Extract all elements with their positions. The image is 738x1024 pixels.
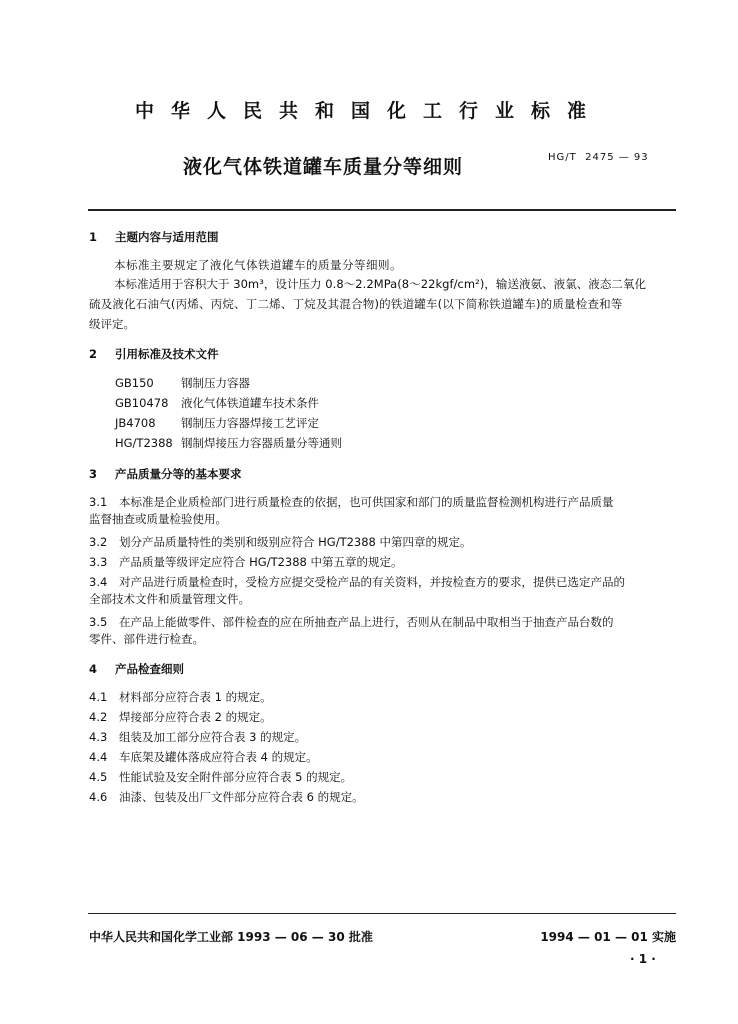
- reference-title: 液化气体铁道罐车技术条件: [181, 396, 319, 410]
- section-1-para-1: 本标准主要规定了液化气体铁道罐车的质量分等细则。: [114, 258, 402, 272]
- header-divider: [88, 209, 676, 211]
- footer-divider: [88, 913, 676, 914]
- section-1-para-2-line-2: 硫及液化石油气(丙烯、丙烷、丁二烯、丁烷及其混合物)的铁道罐车(以下简称铁道罐车)的质量检查和等: [89, 297, 623, 311]
- section-1-para-2-line-3: 级评定。: [89, 317, 135, 331]
- clause-4-2: [89, 709, 272, 725]
- clause-number: 4.2: [89, 710, 108, 724]
- clause-3-2: [89, 534, 472, 550]
- section-title: 产品质量分等的基本要求: [115, 467, 242, 481]
- clause-number: 3.1: [89, 495, 108, 509]
- section-3-heading: [89, 466, 242, 482]
- section-number: 1: [89, 230, 98, 244]
- clause-number: 3.3: [89, 555, 108, 569]
- section-title: 主题内容与适用范围: [115, 230, 219, 244]
- approval-date: 中华人民共和国化学工业部 1993 — 06 — 30 批准: [89, 930, 373, 944]
- clause-3-3: [89, 554, 403, 570]
- clause-number: 4.5: [89, 770, 108, 784]
- clause-number: 4.1: [89, 690, 108, 704]
- section-number: 4: [89, 662, 98, 676]
- clause-text: 产品质量等级评定应符合 HG/T2388 中第五章的规定。: [119, 555, 403, 569]
- section-4-heading: [89, 661, 184, 677]
- clause-text: 性能试验及安全附件部分应符合表 5 的规定。: [119, 770, 353, 784]
- clause-text: 车底架及罐体落成应符合表 4 的规定。: [119, 750, 318, 764]
- page-number: · 1 ·: [630, 952, 656, 966]
- clause-number: 3.2: [89, 535, 108, 549]
- section-2-heading: [89, 346, 219, 362]
- reference-item: [115, 435, 342, 451]
- clause-text: 油漆、包装及出厂文件部分应符合表 6 的规定。: [119, 790, 364, 804]
- clause-3-4: [89, 574, 625, 590]
- clause-number: 4.6: [89, 790, 108, 804]
- section-number: 3: [89, 467, 98, 481]
- reference-code: GB10478: [115, 396, 169, 410]
- clause-4-1: [89, 689, 272, 705]
- reference-title: 钢制焊接压力容器质量分等通则: [181, 436, 342, 450]
- reference-code: JB4708: [115, 416, 156, 430]
- clause-text: 在产品上能做零件、部件检查的应在所抽查产品上进行，否则从在制品中取相当于抽查产品台数的: [119, 615, 614, 629]
- clause-number: 4.4: [89, 750, 108, 764]
- reference-code: GB150: [115, 376, 154, 390]
- clause-text: 组装及加工部分应符合表 3 的规定。: [119, 730, 307, 744]
- reference-code: HG/T2388: [115, 436, 173, 450]
- section-title: 产品检查细则: [115, 662, 184, 676]
- section-number: 2: [89, 347, 98, 361]
- reference-item: [115, 395, 319, 411]
- clause-4-4: [89, 749, 318, 765]
- section-1-para-2-line-1: 本标准适用于容积大于 30m³，设计压力 0.8～2.2MPa(8～22kgf/cm²)，输送液氨、液氯、液态二氧化: [114, 277, 647, 291]
- clause-3-4-continuation: 全部技术文件和质量管理文件。: [89, 592, 250, 606]
- clause-text: 材料部分应符合表 1 的规定。: [119, 690, 272, 704]
- clause-text: 焊接部分应符合表 2 的规定。: [119, 710, 272, 724]
- reference-item: [115, 375, 250, 391]
- clause-3-1-continuation: 监督抽查或质量检验使用。: [89, 512, 227, 526]
- clause-3-5: [89, 614, 614, 630]
- implementation-date: 1994 — 01 — 01 实施: [540, 930, 676, 944]
- clause-text: 划分产品质量特性的类别和级别应符合 HG/T2388 中第四章的规定。: [119, 535, 472, 549]
- clause-text: 对产品进行质量检查时，受检方应提交受检产品的有关资料，并按检查方的要求，提供已选定产品的: [119, 575, 625, 589]
- clause-number: 4.3: [89, 730, 108, 744]
- clause-text: 本标准是企业质检部门进行质量检查的依据，也可供国家和部门的质量监督检测机构进行产品质量: [119, 495, 614, 509]
- standard-code: HG/T 2475 — 93: [548, 152, 649, 163]
- reference-title: 钢制压力容器: [181, 376, 250, 390]
- reference-title: 钢制压力容器焊接工艺评定: [181, 416, 319, 430]
- clause-4-3: [89, 729, 306, 745]
- section-title: 引用标准及技术文件: [115, 347, 219, 361]
- clause-3-1: [89, 494, 614, 510]
- standard-category-title: 中华人民共和国化工行业标准: [134, 100, 603, 122]
- document-title: 液化气体铁道罐车质量分等细则: [183, 156, 464, 178]
- clause-number: 3.4: [89, 575, 108, 589]
- clause-4-6: [89, 789, 364, 805]
- clause-4-5: [89, 769, 352, 785]
- clause-3-5-continuation: 零件、部件进行检查。: [89, 632, 204, 646]
- clause-number: 3.5: [89, 615, 108, 629]
- reference-item: [115, 415, 319, 431]
- section-1-heading: [89, 229, 219, 245]
